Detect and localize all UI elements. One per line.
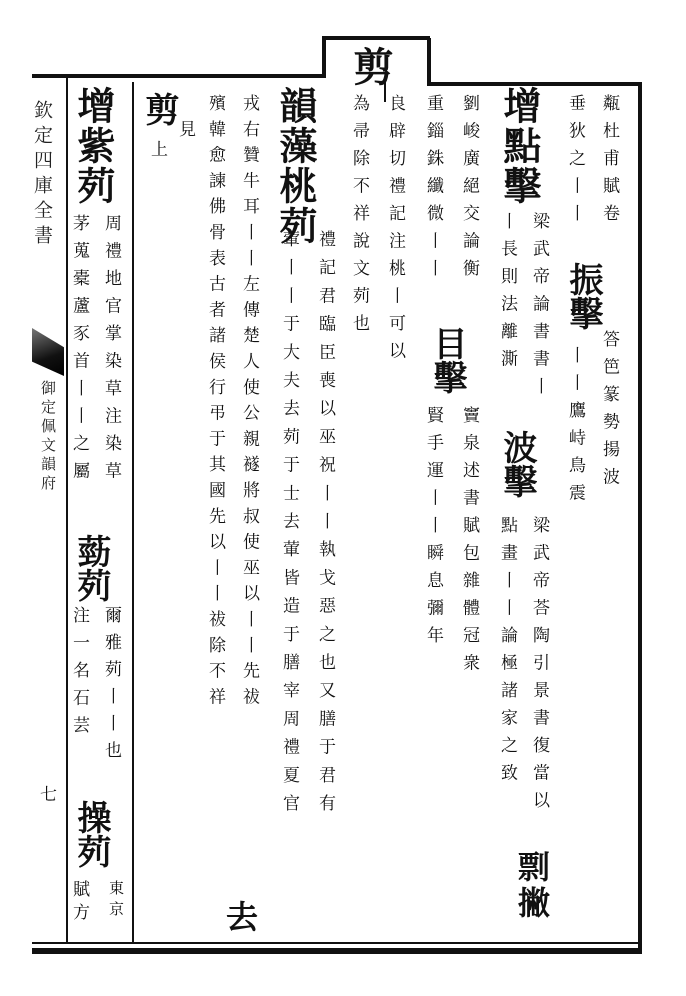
spine-volume-title: 御定佩文韻府 <box>39 380 57 494</box>
text-col-25: 注一名石芸 <box>69 606 89 744</box>
text-col-22: 周禮地官掌染草注染草 <box>101 214 121 489</box>
text-col-16: 禮記君臨臣喪以巫祝丨丨執戈惡之也又膳于君有 <box>315 230 335 823</box>
text-col-23: 茅蒐橐蘆豕首丨丨之屬 <box>69 214 89 489</box>
text-col-7: 梁武帝荅陶引景書復當以 <box>529 516 549 819</box>
heading-col-3: 振擊 <box>563 262 603 330</box>
text-col-1: 甐杜甫賦卷 <box>599 94 619 232</box>
heading-col-24: 葝茢 <box>71 534 111 602</box>
frame-tab-top <box>322 36 430 40</box>
text-col-19: 殯韓愈諫佛骨表古者諸侯行弔于其國先以丨丨祓除不祥 <box>205 94 225 714</box>
frame-bottom <box>32 948 642 954</box>
frame-right <box>638 82 642 950</box>
heading-col-19: 去 <box>221 900 259 932</box>
text-col-12: 竇泉述書賦包雜體冠衆 <box>459 406 479 681</box>
text-col-27: 賦方 <box>69 880 89 926</box>
spine-book-title: 欽定四庫全書 <box>31 100 53 250</box>
text-col-24: 爾雅茢丨丨也 <box>101 606 121 768</box>
text-col-5: 梁武帝論書書丨 <box>529 212 549 405</box>
heading-col-5: 增點擊 <box>497 86 542 206</box>
text-col-17: 葷丨丨于大夫去茢于士去葷皆造于膳宰周禮夏官 <box>279 230 299 823</box>
text-col-15: 為帚除不祥說文茢也 <box>349 94 369 342</box>
text-col-20: 上 <box>147 140 167 168</box>
center-fold-line <box>132 82 134 942</box>
heading-col-16: 韻藻桃茢 <box>273 86 318 246</box>
text-col-21: 見 <box>175 120 195 148</box>
text-col-13: 賢手運丨丨瞬息彌年 <box>423 406 443 654</box>
text-col-26: 東京 <box>107 880 125 922</box>
heading-col-22: 增紫茢 <box>71 86 116 206</box>
text-col-6: 丨長則法離澌 <box>497 212 517 377</box>
text-col-14: 良辟切禮記注桃丨可以 <box>385 94 405 369</box>
frame-tab-right <box>427 38 431 84</box>
heading-col-26: 操茢 <box>71 800 111 868</box>
gutter-line <box>66 78 68 942</box>
page-number: 七 <box>40 785 57 805</box>
text-col-18: 戎右贊牛耳丨丨左傳楚人使公親襚將叔使巫以丨丨先祓 <box>239 94 259 714</box>
heading-col-20: 剪 <box>139 92 179 126</box>
text-col-8: 點畫丨丨論極諸家之致 <box>497 516 517 791</box>
text-col-3: 丨丨鷹峙鳥震 <box>565 346 585 511</box>
text-col-2: 垂狄之丨丨 <box>565 94 585 232</box>
frame-top-left <box>32 74 326 78</box>
heading-col-7: 波擊 <box>497 430 537 498</box>
frame-tab-left <box>322 38 326 78</box>
header-char: 剪 <box>347 46 394 88</box>
heading-col-12: 目擊 <box>427 326 467 394</box>
frame-bottom-inner <box>32 942 638 944</box>
text-col-10: 劉峻廣絕交論衡 <box>459 94 479 287</box>
fold-mark-icon <box>32 328 64 376</box>
text-col-4: 答笆篆勢揚波 <box>599 330 619 495</box>
heading-col-9: 剽撇 <box>513 850 551 922</box>
text-col-11: 重錙銖纖微丨丨 <box>423 94 443 287</box>
